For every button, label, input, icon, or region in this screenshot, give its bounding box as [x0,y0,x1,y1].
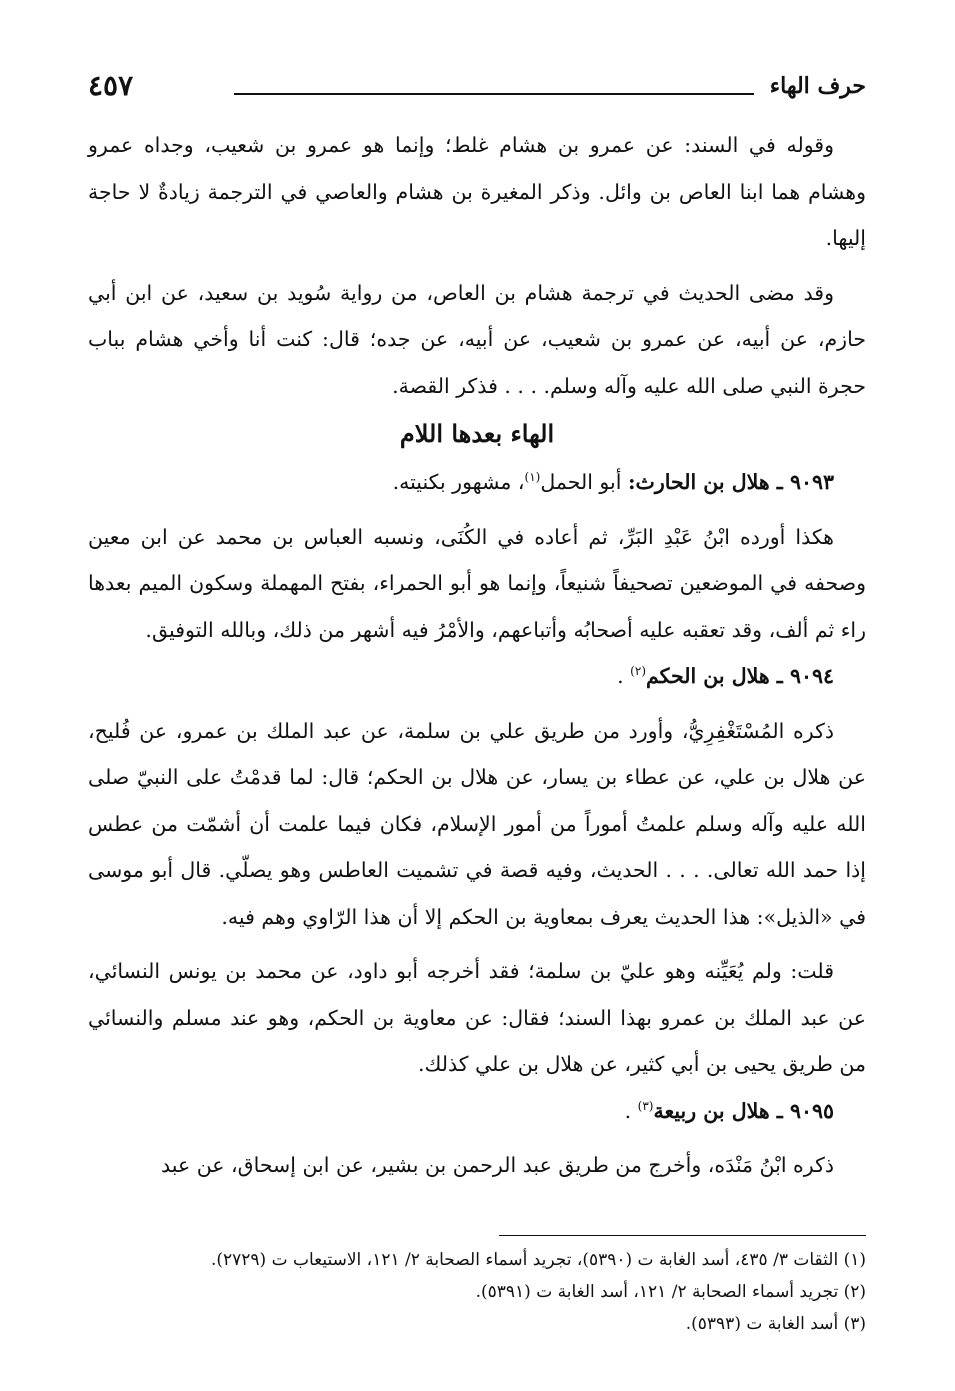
footnote-ref-2: (٢) [630,664,646,679]
entry-9094-tail: . [617,664,624,688]
paragraph-6: ذكره ابْنُ مَنْدَه، وأخرج من طريق عبد الرحمن بن بشير، عن ابن إسحاق، عن عبد [161,1153,834,1177]
entry-9094-heading [88,653,866,700]
footnotes [88,1244,866,1340]
entry-9093-tail: ، مشهور بكنيته. [392,470,525,494]
chapter-title: حرف الهاء [769,73,866,99]
paragraph-3: هكذا أورده ابْنُ عَبْدِ البَرِّ، ثم أعاده في الكُنَى، ونسبه العباس بن محمد عن ابن معين وصحفه في الموضعين تصحيفاً شنيعاً، وإنما هو أبو الحمراء، بفتح المهملة وسكون الميم بعدها راء ثم ألف، وقد تعقبه عليه أصحابُه وأتباعهم، والأمْرُ فيه أشهر من ذلك، وبالله التوفيق. [88,524,866,642]
footnote-separator [499,1235,866,1236]
footnote-ref-3: (٣) [637,1098,654,1113]
paragraph-1: وقوله في السند: عن عمرو بن هشام غلط؛ وإنما هو عمرو بن شعيب، وجداه عمرو وهشام هما ابنا العاص بن وائل. وذكر المغيرة بن هشام والعاصي في الترجمة زيادةٌ لا حاجة إليها. [88,133,866,250]
entry-9095-tail: . [624,1098,632,1123]
entry-9093-heading [88,459,866,506]
section-heading: الهاء بعدها اللام [399,419,555,448]
page-header [88,66,866,106]
entry-9094-name: ٩٠٩٤ ـ هلال بن الحكم [646,664,834,688]
footnote-1: (١) الثقات ٣/ ٤٣٥، أسد الغابة ت (٥٣٩٠)، تجريد أسماء الصحابة ٢/ ١٢١، الاستيعاب ت (٢٧٢٩). [210,1250,866,1270]
paragraph-2: وقد مضى الحديث في ترجمة هشام بن العاص، من رواية سُويد بن سعيد، عن ابن أبي حازم، عن أبيه، عن عمرو بن شعيب، عن أبيه، عن جده؛ قال: كنت أنا وأخي هشام بباب حجرة النبي صلى الله عليه وآله وسلم. . . . فذكر القصة. [88,280,866,398]
entry-9095-name: ٩٠٩٥ ـ هلال بن ربيعة [653,1098,834,1123]
paragraph-5: قلت: ولم يُعَيِّنه وهو عليّ بن سلمة؛ فقد أخرجه أبو داود، عن محمد بن يونس النسائي، عن عبد الملك بن عمرو بهذا السند؛ فقال: عن معاوية بن الحكم، وهو عند مسلم والنسائي من طريق يحيى بن أبي كثير، عن هلال بن علي كذلك. [88,959,866,1076]
footnote-2: (٢) تجريد أسماء الصحابة ٢/ ١٢١، أسد الغابة ت (٥٣٩١). [475,1282,866,1302]
header-rule [234,93,754,95]
entry-9095-heading [88,1088,866,1135]
entry-9093-name: ٩٠٩٣ ـ هلال بن الحارث: [627,470,834,494]
entry-9093-kunya: أبو الحمل [540,470,622,494]
footnote-ref-1: (١) [524,470,541,485]
main-text [88,122,866,1189]
paragraph-4: ذكره المُسْتَغْفِرِيُّ، وأورد من طريق علي بن سلمة، عن عبد الملك بن عمرو، عن فُليح، عن هلال بن علي، عن عطاء بن يسار، عن هلال بن الحكم؛ قال: لما قدمْتُ على النبيّ صلى الله عليه وآله وسلم علمتُ أموراً من أمور الإسلام، فكان فيما علمت أن أشمّت من عطس إذا حمد الله تعالى. . . . الحديث، وفيه قصة في تشميت العاطس وهو يصلّي. قال أبو موسى في «الذيل»: هذا الحديث يعرف بمعاوية بن الحكم إلا أن هذا الرّاوي وهم فيه. [88,718,866,929]
page-number: ٤٥٧ [88,69,134,102]
footnote-3: (٣) أسد الغابة ت (٥٣٩٣). [685,1314,866,1334]
